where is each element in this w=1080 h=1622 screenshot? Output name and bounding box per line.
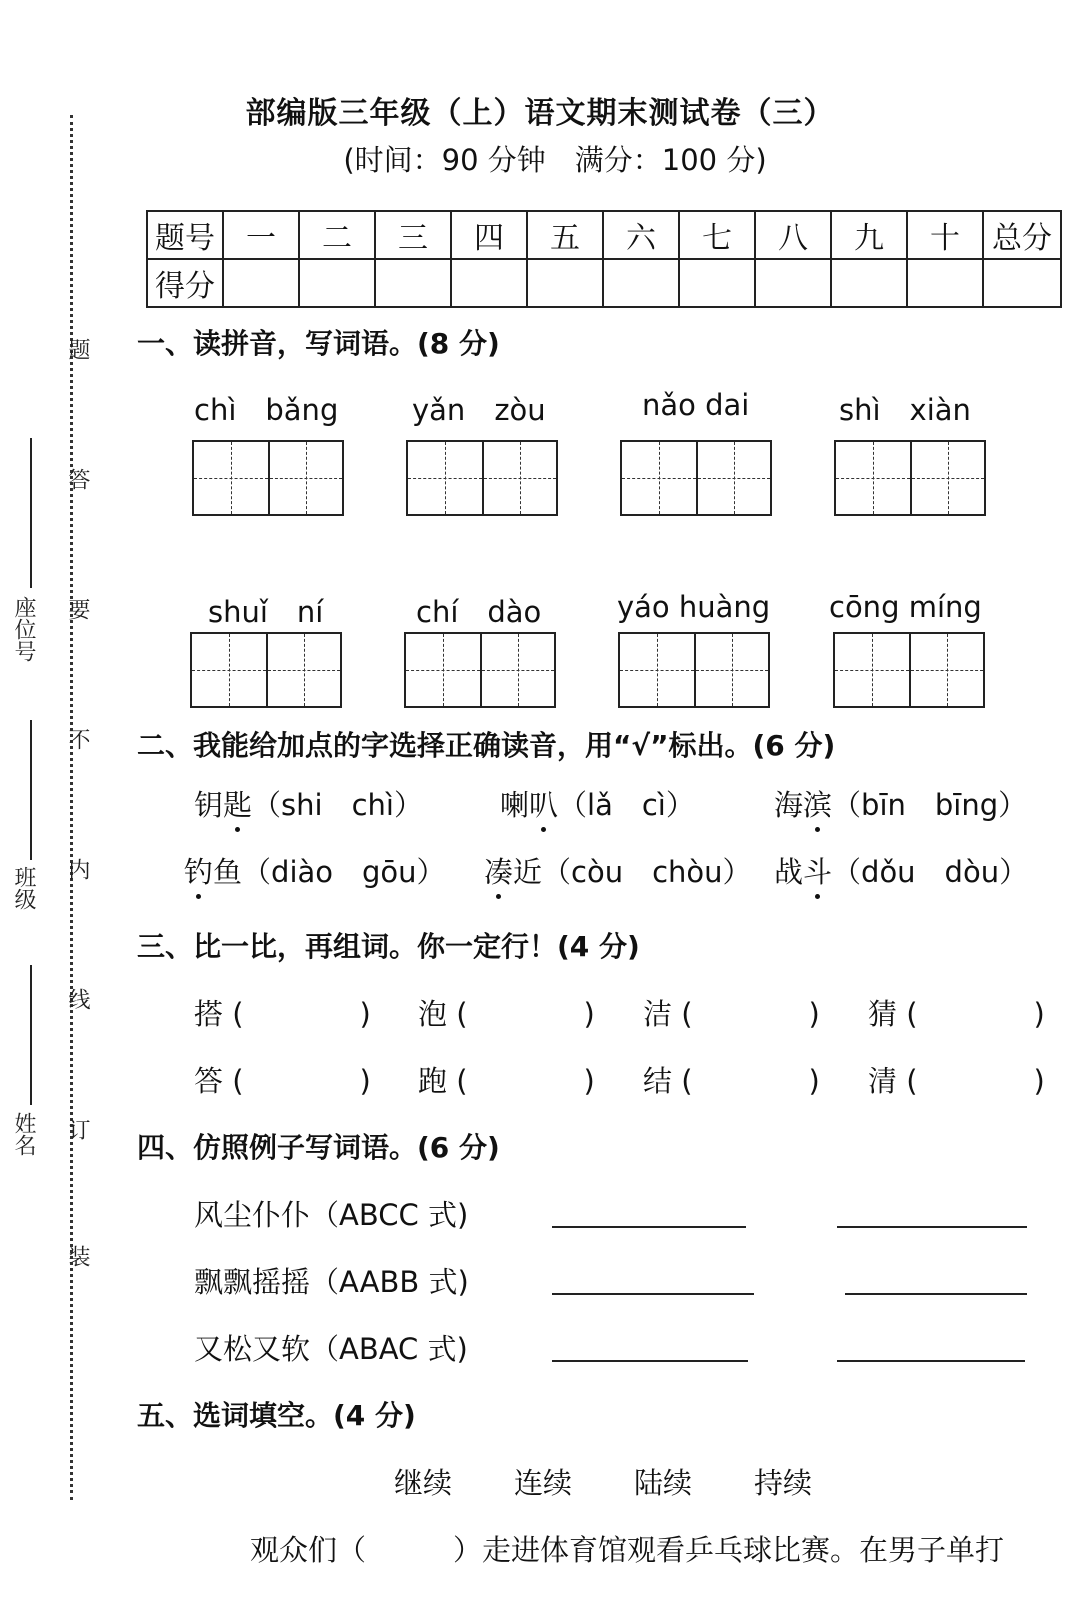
score-header-cell: 五 — [527, 211, 603, 259]
dotted-char: 斗 — [803, 850, 832, 891]
score-cell[interactable] — [679, 259, 755, 307]
compare-word-item[interactable]: 跑 ( ) — [418, 1064, 595, 1098]
word-choice: 持续 — [754, 1466, 813, 1500]
class-field-line[interactable] — [30, 720, 32, 860]
page-subtitle: (时间：90 分钟 满分：100 分) — [343, 143, 767, 177]
word-choice: 继续 — [394, 1466, 453, 1500]
class-label: 班级 — [11, 866, 36, 910]
writing-grid[interactable] — [620, 440, 772, 516]
section-3-heading: 三、比一比，再组词。你一定行！(4 分) — [137, 930, 640, 963]
seat-field-line[interactable] — [30, 438, 32, 588]
score-header-cell: 四 — [451, 211, 527, 259]
reading-choice-item[interactable] — [184, 850, 446, 891]
binding-char: 内 — [65, 858, 90, 880]
reading-choice-item[interactable] — [500, 783, 695, 824]
binding-char: 不 — [65, 728, 90, 750]
pinyin-label: cōng míng — [829, 590, 982, 624]
answer-line[interactable] — [845, 1293, 1027, 1295]
score-header-cell: 三 — [375, 211, 451, 259]
pinyin-choices: （bīn bīng） — [832, 788, 1028, 822]
pinyin-label: yáo huàng — [617, 590, 771, 624]
score-cell[interactable] — [755, 259, 831, 307]
example-word: 飘飘摇摇（AABB 式) — [194, 1265, 469, 1299]
pinyin-label: yǎn zòu — [412, 393, 546, 427]
pinyin-label: shì xiàn — [839, 393, 971, 427]
word-char: 近 — [513, 855, 543, 889]
word-char: 战 — [774, 855, 804, 889]
reading-choice-item[interactable] — [484, 850, 752, 891]
pinyin-choices: （shi chì） — [252, 788, 423, 822]
pinyin-label: chí dào — [416, 595, 542, 629]
section-4-heading: 四、仿照例子写词语。(6 分) — [137, 1131, 500, 1164]
writing-grid[interactable] — [406, 440, 558, 516]
answer-line[interactable] — [552, 1293, 754, 1295]
writing-grid[interactable] — [192, 440, 344, 516]
name-label: 姓名 — [11, 1112, 36, 1156]
writing-grid[interactable] — [404, 632, 556, 708]
score-header-cell: 二 — [299, 211, 375, 259]
section-5-heading: 五、选词填空。(4 分) — [137, 1399, 416, 1432]
binding-char: 线 — [65, 988, 90, 1010]
score-header-cell: 题号 — [147, 211, 223, 259]
score-cell[interactable] — [831, 259, 907, 307]
word-choice: 连续 — [514, 1466, 573, 1500]
binding-char: 要 — [65, 598, 90, 620]
word-choice: 陆续 — [634, 1466, 693, 1500]
score-cell[interactable] — [375, 259, 451, 307]
dotted-char: 叭 — [529, 783, 558, 824]
pinyin-label: nǎo dai — [642, 388, 750, 422]
score-header-cell: 九 — [831, 211, 907, 259]
binding-char: 订 — [65, 1118, 90, 1140]
dotted-char: 滨 — [803, 783, 832, 824]
writing-grid[interactable] — [190, 632, 342, 708]
score-row-label: 得分 — [147, 259, 223, 307]
score-header-cell: 总分 — [983, 211, 1061, 259]
pinyin-label: shuǐ ní — [208, 595, 324, 629]
pinyin-choices: （diào gōu） — [242, 855, 446, 889]
binding-char: 答 — [65, 468, 90, 490]
writing-grid[interactable] — [833, 632, 985, 708]
answer-line[interactable] — [837, 1226, 1027, 1228]
compare-word-item[interactable]: 答 ( ) — [194, 1064, 371, 1098]
compare-word-item[interactable]: 猜 ( ) — [868, 997, 1045, 1031]
score-header-cell: 八 — [755, 211, 831, 259]
writing-grid[interactable] — [834, 440, 986, 516]
score-table — [146, 210, 1062, 308]
word-char: 喇 — [500, 788, 530, 822]
name-field-line[interactable] — [30, 965, 32, 1105]
seat-label: 座位号 — [11, 596, 36, 662]
score-header-cell: 一 — [223, 211, 299, 259]
section-2-heading: 二、我能给加点的字选择正确读音，用“√”标出。(6 分) — [137, 729, 836, 762]
writing-grid[interactable] — [618, 632, 770, 708]
example-word: 又松又软（ABAC 式) — [194, 1332, 468, 1366]
compare-word-item[interactable]: 清 ( ) — [868, 1064, 1045, 1098]
word-char: 鱼 — [213, 855, 243, 889]
page-title: 部编版三年级（上）语文期末测试卷（三） — [245, 96, 835, 131]
dotted-char: 钓 — [184, 850, 213, 891]
dotted-char: 凑 — [484, 850, 513, 891]
score-table-header-row — [147, 211, 1061, 259]
dotted-char: 匙 — [223, 783, 252, 824]
compare-word-item[interactable]: 搭 ( ) — [194, 997, 371, 1031]
answer-line[interactable] — [837, 1360, 1025, 1362]
binding-dotted-line — [70, 115, 73, 1500]
score-table-score-row — [147, 259, 1061, 307]
reading-choice-item[interactable] — [194, 783, 423, 824]
word-char: 钥 — [194, 788, 224, 822]
score-cell[interactable] — [527, 259, 603, 307]
reading-choice-item[interactable] — [774, 783, 1027, 824]
score-header-cell: 十 — [907, 211, 983, 259]
section-1-heading: 一、读拼音，写词语。(8 分) — [137, 327, 500, 360]
score-cell[interactable] — [451, 259, 527, 307]
pinyin-label: chì bǎng — [194, 393, 339, 427]
score-header-cell: 七 — [679, 211, 755, 259]
compare-word-item[interactable]: 洁 ( ) — [643, 997, 820, 1031]
binding-char: 题 — [65, 338, 90, 360]
answer-line[interactable] — [552, 1226, 746, 1228]
score-header-cell: 六 — [603, 211, 679, 259]
fill-blank-sentence[interactable]: 观众们（ ）走进体育馆观看乒乓球比赛。在男子单打 — [250, 1533, 1005, 1567]
pinyin-choices: （dǒu dòu） — [832, 855, 1029, 889]
example-word: 风尘仆仆（ABCC 式) — [194, 1198, 469, 1232]
reading-choice-item[interactable] — [774, 850, 1028, 891]
score-cell[interactable] — [223, 259, 299, 307]
pinyin-choices: （còu chòu） — [542, 855, 752, 889]
score-cell[interactable] — [603, 259, 679, 307]
score-cell[interactable] — [907, 259, 983, 307]
binding-char: 装 — [65, 1245, 90, 1267]
answer-line[interactable] — [552, 1360, 748, 1362]
pinyin-choices: （lǎ cì） — [558, 788, 695, 822]
compare-word-item[interactable]: 结 ( ) — [643, 1064, 820, 1098]
word-char: 海 — [774, 788, 804, 822]
score-cell[interactable] — [983, 259, 1061, 307]
compare-word-item[interactable]: 泡 ( ) — [418, 997, 595, 1031]
score-cell[interactable] — [299, 259, 375, 307]
